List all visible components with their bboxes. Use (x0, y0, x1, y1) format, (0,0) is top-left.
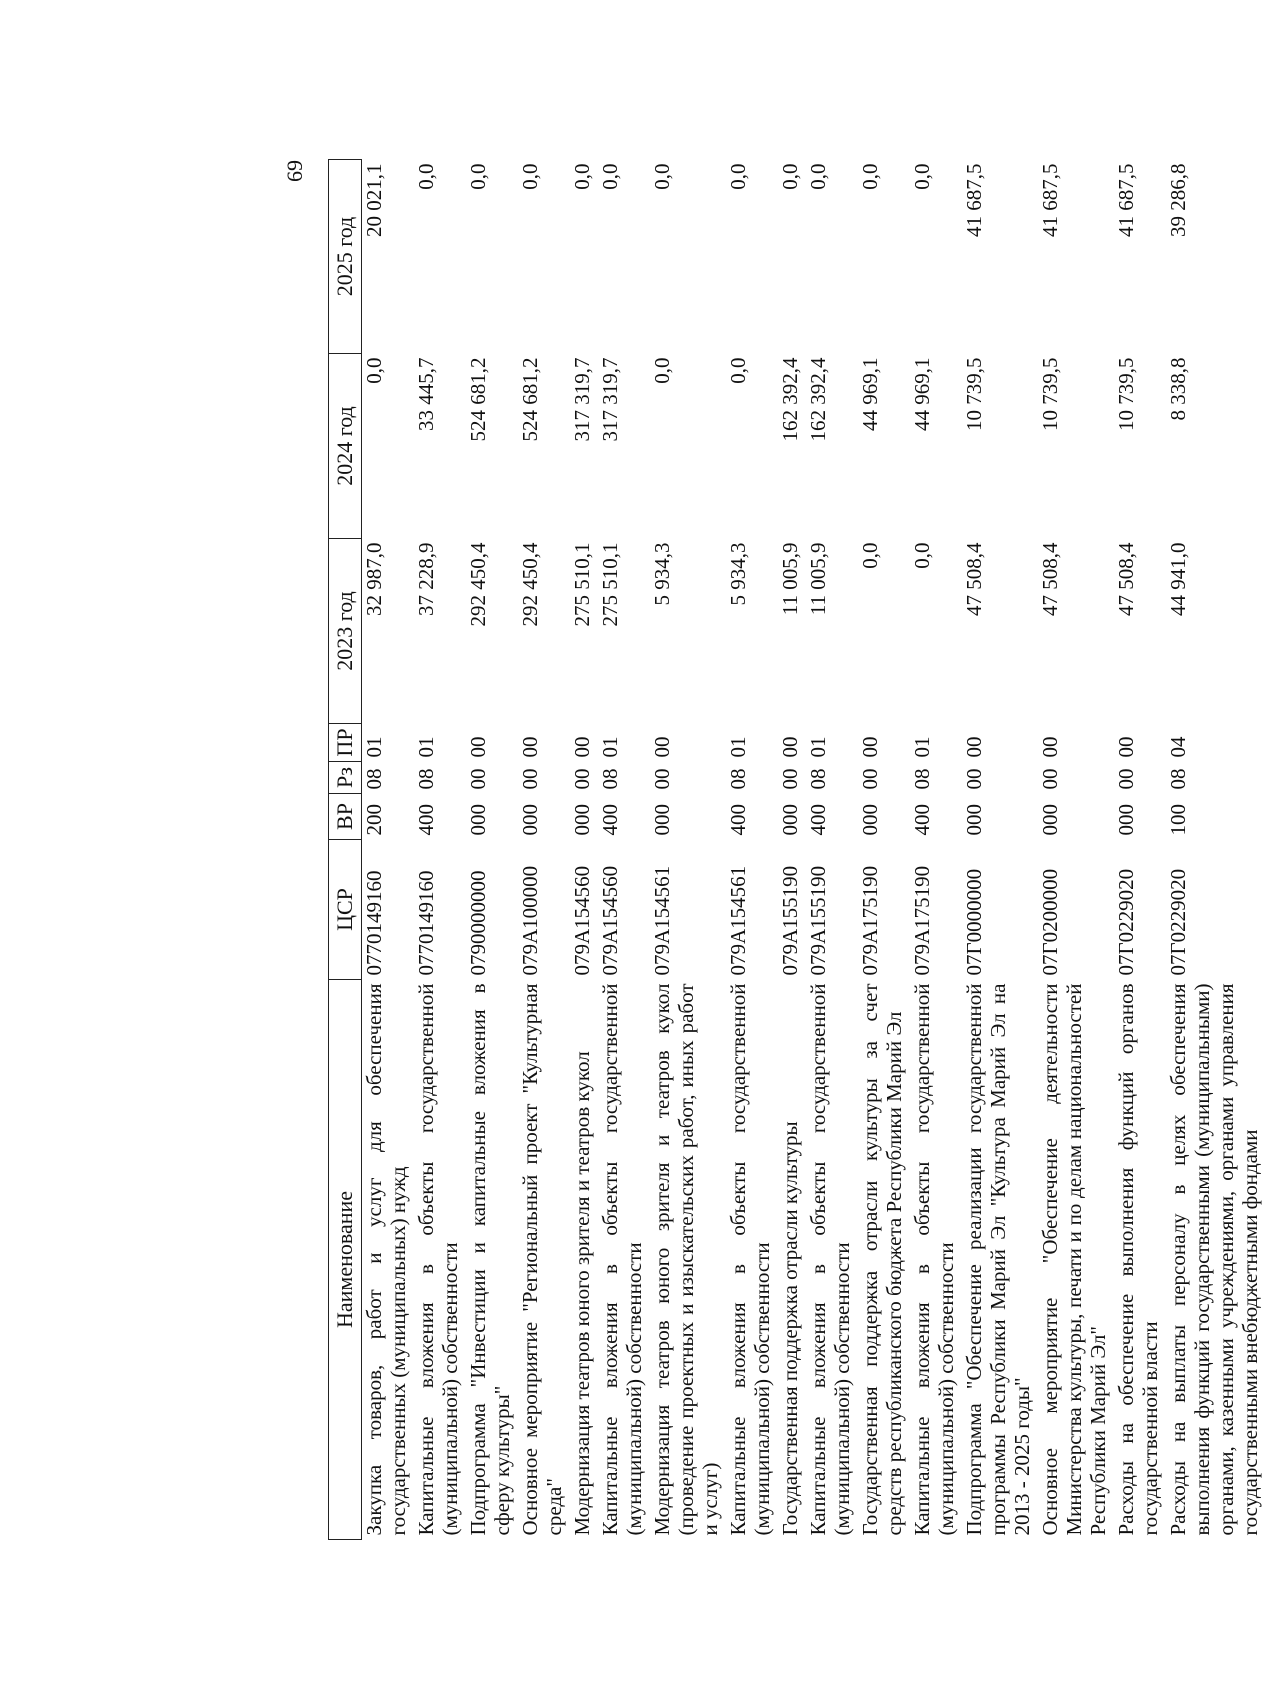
row-csr: 079A154561 (650, 865, 674, 976)
row-csr: 0770149160 (362, 870, 386, 976)
row-name: Расходы на обеспечение выполнения функций органов государственной власти (1114, 983, 1162, 1536)
row-csr: 07Г0229020 (1166, 868, 1190, 976)
row-2025: 0,0 (778, 163, 802, 190)
row-name: Капитальные вложения в объекты государственной (муниципальной) собственности (806, 983, 854, 1536)
row-2023: 47 508,4 (1114, 542, 1138, 616)
row-vr: 000 (650, 804, 674, 836)
row-pr: 01 (414, 736, 438, 758)
row-csr: 079A154560 (570, 865, 594, 976)
row-2023: 37 228,9 (414, 542, 438, 616)
row-rz: 00 (778, 768, 802, 790)
row-rz: 08 (910, 768, 934, 790)
row-2023: 275 510,1 (598, 542, 622, 627)
row-vr: 000 (858, 804, 882, 836)
row-csr: 079A154560 (598, 865, 622, 976)
row-2025: 0,0 (650, 163, 674, 190)
row-pr: 01 (598, 736, 622, 758)
header-2023: 2023 год (329, 539, 362, 724)
row-rz: 00 (650, 768, 674, 790)
row-2024: 524 681,2 (518, 357, 542, 442)
row-csr: 079A154561 (726, 865, 750, 976)
row-2023: 47 508,4 (1038, 542, 1062, 616)
row-rz: 08 (726, 768, 750, 790)
row-2023: 5 934,3 (650, 542, 674, 606)
row-2025: 0,0 (726, 163, 750, 190)
row-csr: 07Г0229020 (1114, 868, 1138, 976)
row-vr: 400 (414, 804, 438, 836)
row-2024: 0,0 (650, 357, 674, 384)
row-name: Подпрограмма "Инвестиции и капитальные вложения в сферу культуры" (466, 983, 514, 1536)
row-2023: 32 987,0 (362, 542, 386, 616)
table-row (1166, 160, 1266, 1540)
row-2023: 47 508,4 (962, 542, 986, 616)
row-2025: 41 687,5 (962, 163, 986, 237)
row-rz: 00 (1114, 768, 1138, 790)
row-name: Расходы на выплаты персоналу в целях обеспечения выполнения функций государственными (муниципальными) органами, казенными учреждениями, органами управления государственными внебюджетными фондами (1166, 983, 1262, 1536)
row-csr: 079A155190 (806, 865, 830, 976)
row-pr: 01 (362, 736, 386, 758)
row-rz: 08 (362, 768, 386, 790)
row-name: Модернизация театров юного зрителя и театров кукол (570, 1051, 594, 1536)
row-csr: 0770149160 (414, 870, 438, 976)
row-rz: 08 (414, 768, 438, 790)
row-vr: 000 (466, 804, 490, 836)
header-2025: 2025 год (329, 160, 362, 354)
row-pr: 00 (778, 736, 802, 758)
row-pr: 00 (962, 736, 986, 758)
row-vr: 400 (806, 804, 830, 836)
row-2024: 8 338,8 (1166, 357, 1190, 421)
table-row (1038, 160, 1114, 1540)
row-2024: 44 969,1 (910, 357, 934, 431)
row-vr: 000 (1038, 804, 1062, 836)
row-name: Капитальные вложения в объекты государственной (муниципальной) собственности (414, 983, 462, 1536)
table-row (598, 160, 650, 1540)
header-2024: 2024 год (329, 354, 362, 539)
row-2024: 162 392,4 (778, 357, 802, 442)
row-vr: 100 (1166, 804, 1190, 836)
row-2024: 33 445,7 (414, 357, 438, 431)
row-name: Основное мероприятие "Обеспечение деятельности Министерства культуры, печати и по делам национальностей Республики Марий Эл" (1038, 983, 1110, 1536)
table-row (858, 160, 910, 1540)
row-vr: 000 (1114, 804, 1138, 836)
header-name: Наименование (329, 980, 362, 1540)
table-header-row (329, 160, 362, 1540)
row-pr: 00 (650, 736, 674, 758)
row-2023: 0,0 (910, 542, 934, 569)
row-pr: 01 (726, 736, 750, 758)
table-row (910, 160, 962, 1540)
row-pr: 04 (1166, 736, 1190, 758)
row-2024: 10 739,5 (1114, 357, 1138, 431)
row-name: Капитальные вложения в объекты государственной (муниципальной) собственности (910, 983, 958, 1536)
row-csr: 079A155190 (778, 865, 802, 976)
row-vr: 000 (570, 804, 594, 836)
row-csr: 07Г0200000 (1038, 868, 1062, 976)
row-name: Основное мероприятие "Региональный проект "Культурная среда" (518, 983, 566, 1536)
row-2025: 0,0 (466, 163, 490, 190)
header-vr: ВР (329, 794, 362, 840)
header-csr: ЦСР (329, 840, 362, 980)
row-name: Капитальные вложения в объекты государственной (муниципальной) собственности (598, 983, 646, 1536)
row-csr: 079A175190 (910, 865, 934, 976)
row-csr: 079A100000 (518, 865, 542, 976)
row-2023: 11 005,9 (806, 542, 830, 616)
row-2024: 317 319,7 (570, 357, 594, 442)
row-2025: 0,0 (858, 163, 882, 190)
row-name: Государственная поддержка отрасли культуры (778, 1121, 802, 1536)
row-rz: 08 (806, 768, 830, 790)
row-name: Капитальные вложения в объекты государственной (муниципальной) собственности (726, 983, 774, 1536)
page-number: 69 (282, 160, 307, 182)
row-2023: 5 934,3 (726, 542, 750, 606)
table-row (650, 160, 726, 1540)
budget-table (328, 159, 1266, 1540)
row-name: Государственная поддержка отрасли культуры за счет средств республиканского бюджета Республики Марий Эл (858, 983, 906, 1536)
row-2024: 0,0 (362, 357, 386, 384)
row-2024: 317 319,7 (598, 357, 622, 442)
row-rz: 00 (858, 768, 882, 790)
row-vr: 000 (518, 804, 542, 836)
header-pr: ПР (329, 724, 362, 762)
row-rz: 00 (570, 768, 594, 790)
row-2025: 0,0 (806, 163, 830, 190)
row-vr: 000 (778, 804, 802, 836)
row-2023: 275 510,1 (570, 542, 594, 627)
table-body (362, 160, 1266, 1540)
row-name: Закупка товаров, работ и услуг для обеспечения государственных (муниципальных) нужд (362, 983, 410, 1536)
row-csr: 079A175190 (858, 865, 882, 976)
row-vr: 000 (962, 804, 986, 836)
row-2025: 41 687,5 (1114, 163, 1138, 237)
row-2025: 0,0 (518, 163, 542, 190)
row-2025: 0,0 (598, 163, 622, 190)
row-vr: 400 (910, 804, 934, 836)
row-2023: 44 941,0 (1166, 542, 1190, 616)
row-csr: 07Г0000000 (962, 868, 986, 976)
row-2023: 11 005,9 (778, 542, 802, 616)
header-rz: Рз (329, 762, 362, 794)
row-2023: 292 450,4 (518, 542, 542, 627)
row-2023: 292 450,4 (466, 542, 490, 627)
table-row (414, 160, 466, 1540)
table-row (1114, 160, 1166, 1540)
row-2024: 0,0 (726, 357, 750, 384)
row-vr: 400 (598, 804, 622, 836)
row-rz: 00 (1038, 768, 1062, 790)
row-2025: 0,0 (414, 163, 438, 190)
row-pr: 00 (1038, 736, 1062, 758)
row-rz: 00 (962, 768, 986, 790)
row-vr: 200 (362, 804, 386, 836)
row-2023: 0,0 (858, 542, 882, 569)
table-row (726, 160, 778, 1540)
row-name: Модернизация театров юного зрителя и театров кукол (проведение проектных и изыскательских работ, иных работ и услуг) (650, 983, 722, 1536)
row-pr: 00 (466, 736, 490, 758)
row-2025: 0,0 (570, 163, 594, 190)
row-2024: 524 681,2 (466, 357, 490, 442)
row-rz: 00 (518, 768, 542, 790)
rotated-page (170, 160, 1262, 1540)
row-name: Подпрограмма "Обеспечение реализации государственной программы Республики Марий Эл "Культура Марий Эл на 2013 - 2025 годы" (962, 983, 1034, 1536)
row-pr: 00 (518, 736, 542, 758)
row-pr: 01 (806, 736, 830, 758)
row-csr: 0790000000 (466, 870, 490, 976)
row-2025: 20 021,1 (362, 163, 386, 237)
row-vr: 400 (726, 804, 750, 836)
table-row (806, 160, 858, 1540)
row-2024: 162 392,4 (806, 357, 830, 442)
table-row (518, 160, 570, 1540)
table-row (466, 160, 518, 1540)
row-pr: 01 (910, 736, 934, 758)
row-pr: 00 (858, 736, 882, 758)
row-pr: 00 (1114, 736, 1138, 758)
table-row (570, 160, 598, 1540)
row-2025: 39 286,8 (1166, 163, 1190, 237)
row-rz: 00 (466, 768, 490, 790)
row-rz: 08 (1166, 768, 1190, 790)
row-2024: 10 739,5 (1038, 357, 1062, 431)
row-2024: 10 739,5 (962, 357, 986, 431)
row-2024: 44 969,1 (858, 357, 882, 431)
table-row (778, 160, 806, 1540)
row-2025: 41 687,5 (1038, 163, 1062, 237)
row-2025: 0,0 (910, 163, 934, 190)
table-row (962, 160, 1038, 1540)
row-pr: 00 (570, 736, 594, 758)
row-rz: 08 (598, 768, 622, 790)
table-row (362, 160, 415, 1540)
